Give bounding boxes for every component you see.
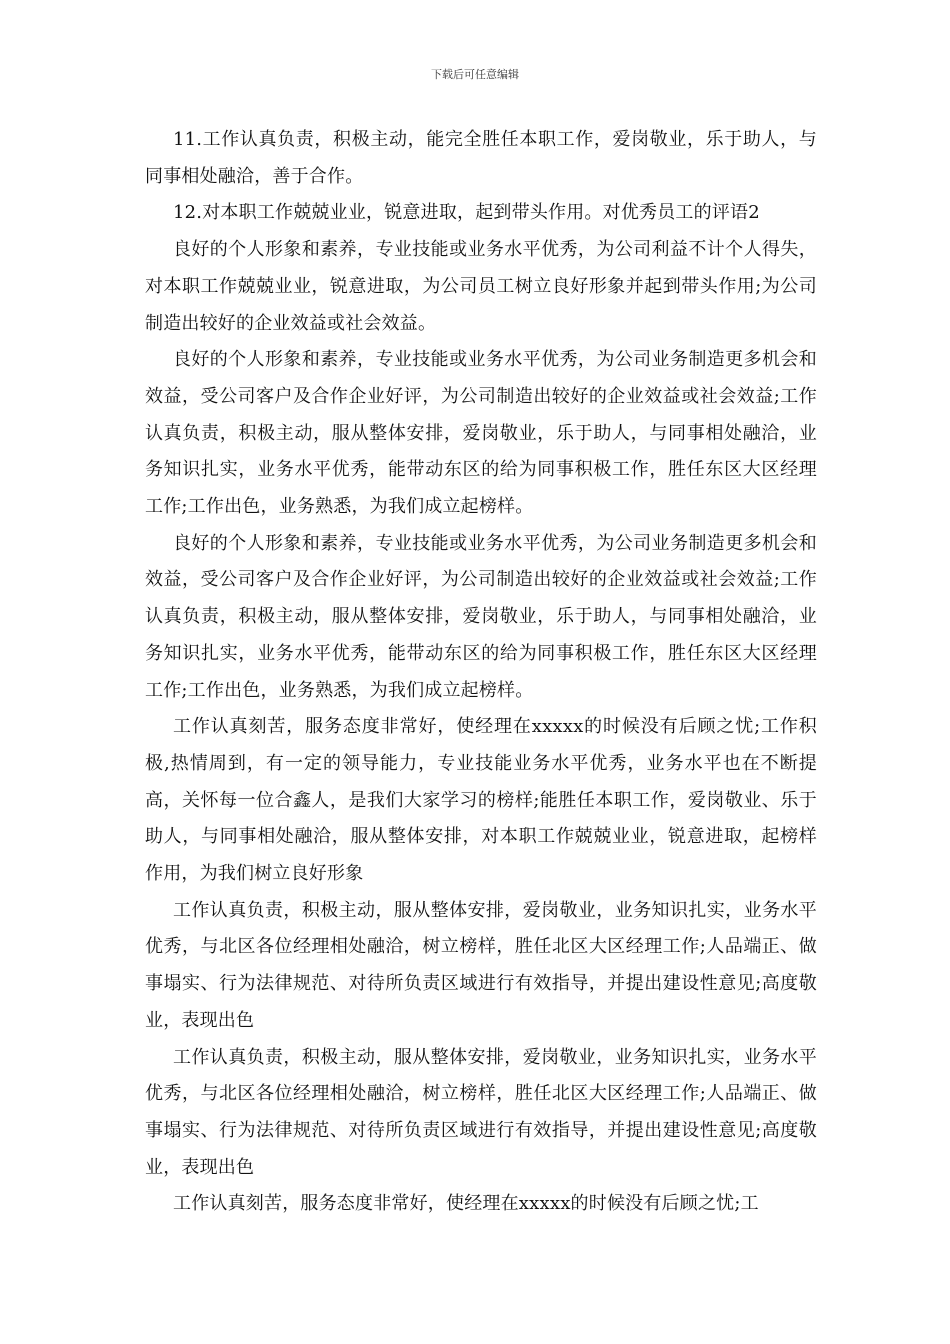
page-header: 下载后可任意编辑 bbox=[431, 68, 519, 81]
paragraph: 工作认真刻苦，服务态度非常好，使经理在xxxxx的时候没有后顾之忧;工 bbox=[173, 1193, 759, 1215]
paragraph: 11.工作认真负责，积极主动，能完全胜任本职工作，爱岗敬业，乐于助人，与同事相处融洽，善于合作。 bbox=[145, 129, 817, 187]
document-body bbox=[145, 122, 817, 1223]
paragraph: 良好的个人形象和素养，专业技能或业务水平优秀，为公司业务制造更多机会和效益，受公司客户及合作企业好评，为公司制造出较好的企业效益或社会效益;工作认真负责，积极主动，服从整体安排，爱岗敬业，乐于助人，与同事相处融洽，业务知识扎实，业务水平优秀，能带动东区的给为同事积极工作，胜任东区大区经理工作;工作出色，业务熟悉，为我们成立起榜样。 bbox=[145, 349, 817, 518]
paragraph: 工作认真负责，积极主动，服从整体安排，爱岗敬业，业务知识扎实，业务水平优秀，与北区各位经理相处融洽，树立榜样，胜任北区大区经理工作;人品端正、做事塌实、行为法律规范、对待所负责区域进行有效指导，并提出建设性意见;高度敬业，表现出色 bbox=[145, 899, 817, 1031]
paragraph: 良好的个人形象和素养，专业技能或业务水平优秀，为公司业务制造更多机会和效益，受公司客户及合作企业好评，为公司制造出较好的企业效益或社会效益;工作认真负责，积极主动，服从整体安排，爱岗敬业，乐于助人，与同事相处融洽，业务知识扎实，业务水平优秀，能带动东区的给为同事积极工作，胜任东区大区经理工作;工作出色，业务熟悉，为我们成立起榜样。 bbox=[145, 532, 817, 701]
paragraph: 工作认真刻苦，服务态度非常好，使经理在xxxxx的时候没有后顾之忧;工作积极,热情周到，有一定的领导能力，专业技能业务水平优秀，业务水平也在不断提高，关怀每一位合鑫人，是我们大家学习的榜样;能胜任本职工作，爱岗敬业、乐于助人，与同事相处融洽，服从整体安排，对本职工作兢兢业业，锐意进取，起榜样作用，为我们树立良好形象 bbox=[145, 716, 817, 885]
paragraph: 12.对本职工作兢兢业业，锐意进取，起到带头作用。对优秀员工的评语2 bbox=[173, 202, 760, 224]
paragraph: 工作认真负责，积极主动，服从整体安排，爱岗敬业，业务知识扎实，业务水平优秀，与北区各位经理相处融洽，树立榜样，胜任北区大区经理工作;人品端正、做事塌实、行为法律规范、对待所负责区域进行有效指导，并提出建设性意见;高度敬业，表现出色 bbox=[145, 1046, 817, 1178]
paragraph: 良好的个人形象和素养，专业技能或业务水平优秀，为公司利益不计个人得失，对本职工作兢兢业业，锐意进取，为公司员工树立良好形象并起到带头作用;为公司制造出较好的企业效益或社会效益。 bbox=[145, 239, 817, 334]
